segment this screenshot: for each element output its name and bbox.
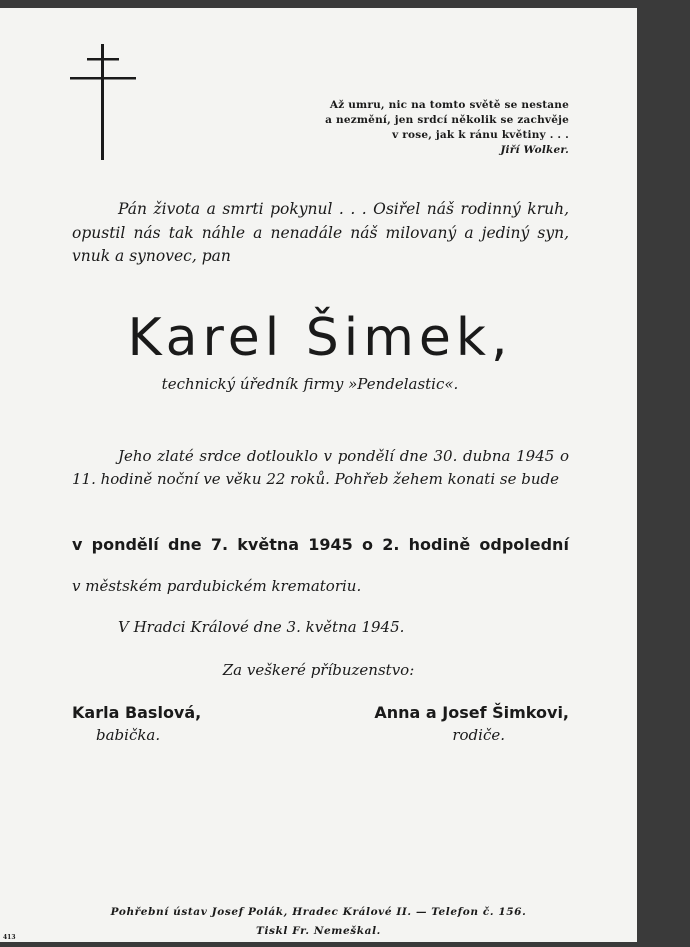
on-behalf-line: Za veškeré příbuzenstvo: [222, 661, 415, 679]
funeral-word: o [361, 535, 373, 554]
funeral-word: pondělí [91, 535, 159, 554]
death-paragraph: Jeho zlaté srdce dotlouklo v pondělí dne 30. dubna 1945 o 11. hodině noční ve věku 22 roků. Pohřeb žehem konati se bude [72, 447, 569, 488]
footer-printer: Tiskl Fr. Nemeškal. [256, 925, 381, 937]
signatory-name: Karla Baslová, [72, 703, 202, 722]
epigraph [279, 98, 569, 158]
footer-line: Pohřební ústav Josef Polák, Hradec Králové II. — Telefon č. 156. [110, 906, 527, 918]
funeral-word: v [72, 535, 83, 554]
funeral-date-line [72, 535, 569, 554]
intro-paragraph: Pán života a smrti pokynul . . . Osiřel náš rodinný kruh, opustil nás tak náhle a nenadále náš milovaný a jediný syn, vnuk a synovec, pan [72, 200, 569, 265]
funeral-word: hodině [408, 535, 471, 554]
signatory-name: Anna a Josef Šimkovi, [374, 703, 569, 722]
funeral-word: 2. [382, 535, 400, 554]
funeral-home-footer [0, 903, 637, 941]
funeral-word: 7. [210, 535, 229, 554]
funeral-word: května [237, 535, 300, 554]
signatory-parents [374, 703, 569, 744]
print-mark: 413 [3, 934, 16, 941]
signatory-relation: rodiče. [452, 726, 505, 744]
epigraph-line: a nezmění, jen srdcí několik se zachvěje [325, 114, 569, 126]
cross-icon [70, 44, 136, 160]
deceased-name: Karel Šimek, [127, 308, 513, 368]
funeral-word: 1945 [308, 535, 353, 554]
epigraph-author: Jiří Wolker. [500, 144, 569, 156]
deceased-occupation: technický úředník firmy »Pendelastic«. [161, 375, 459, 393]
signatory-relation: babička. [96, 726, 161, 744]
obituary-card [0, 8, 637, 942]
epigraph-line: v rose, jak k ránu květiny . . . [392, 129, 569, 141]
funeral-place: v městském pardubickém krematoriu. [72, 577, 362, 595]
funeral-word: odpolední [479, 535, 569, 554]
signatory-grandmother [72, 703, 201, 744]
epigraph-line: Až umru, nic na tomto světě se nestane [329, 99, 569, 111]
dateline: V Hradci Králové dne 3. května 1945. [118, 618, 405, 636]
funeral-word: dne [167, 535, 202, 554]
